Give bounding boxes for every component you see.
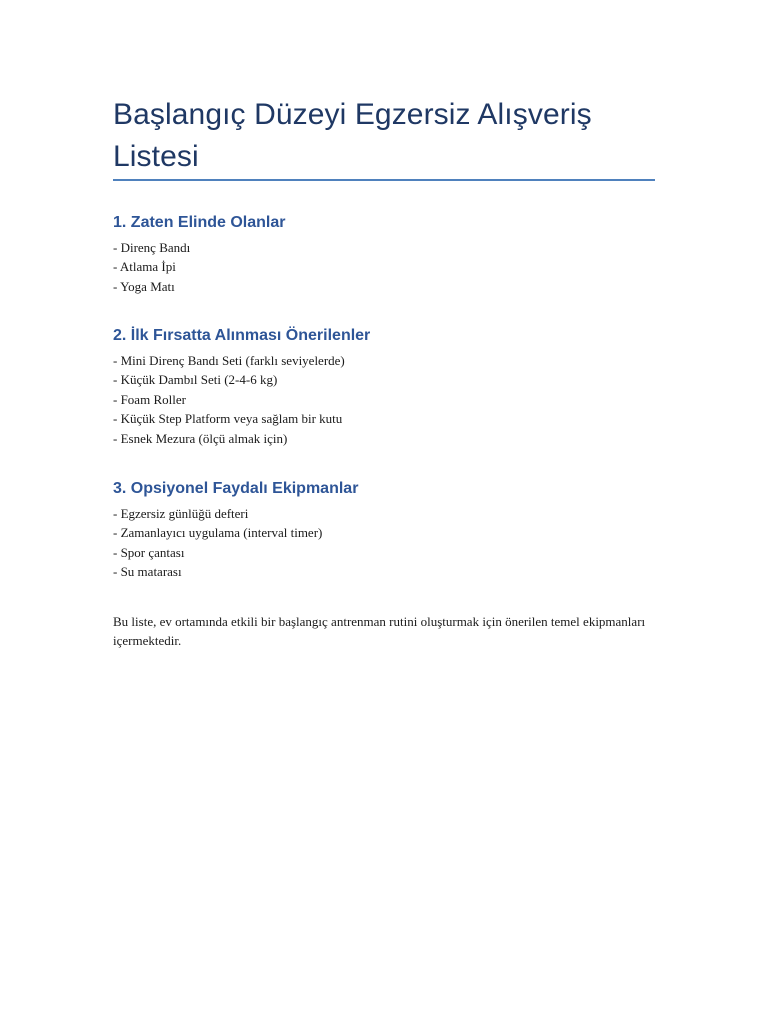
summary-paragraph: Bu liste, ev ortamında etkili bir başlangıç antrenman rutini oluşturmak için önerilen temel ekipmanları içermektedir. — [113, 614, 646, 649]
list-item: - Yoga Matı — [113, 278, 175, 294]
list-item: - Zamanlayıcı uygulama (interval timer) — [113, 525, 323, 541]
list-item: - Su matarası — [113, 564, 182, 580]
section-heading: 1. Zaten Elinde Olanlar — [113, 214, 286, 231]
section-heading: 2. İlk Fırsatta Alınması Önerilenler — [113, 327, 371, 344]
list-item: - Atlama İpi — [113, 259, 176, 275]
item-list — [113, 351, 653, 448]
item-list — [113, 504, 653, 582]
list-item: - Egzersiz günlüğü defteri — [113, 506, 249, 521]
section-recommended-first — [113, 326, 653, 448]
section-already-owned — [113, 213, 653, 296]
section-heading: 3. Opsiyonel Faydalı Ekipmanlar — [113, 480, 359, 497]
list-item: - Mini Direnç Bandı Seti (farklı seviyelerde) — [113, 353, 345, 368]
document-title: Başlangıç Düzeyi Egzersiz Alışveriş Listesi — [113, 98, 592, 173]
list-item: - Küçük Step Platform veya sağlam bir kutu — [113, 411, 343, 427]
list-item: - Esnek Mezura (ölçü almak için) — [113, 430, 288, 446]
title-underline — [113, 179, 655, 181]
list-item: - Foam Roller — [113, 391, 186, 407]
item-list — [113, 238, 653, 296]
list-item: - Küçük Dambıl Seti (2-4-6 kg) — [113, 372, 278, 388]
list-item: - Direnç Bandı — [113, 240, 191, 255]
list-item: - Spor çantası — [113, 544, 185, 560]
section-optional-equipment — [113, 479, 653, 582]
